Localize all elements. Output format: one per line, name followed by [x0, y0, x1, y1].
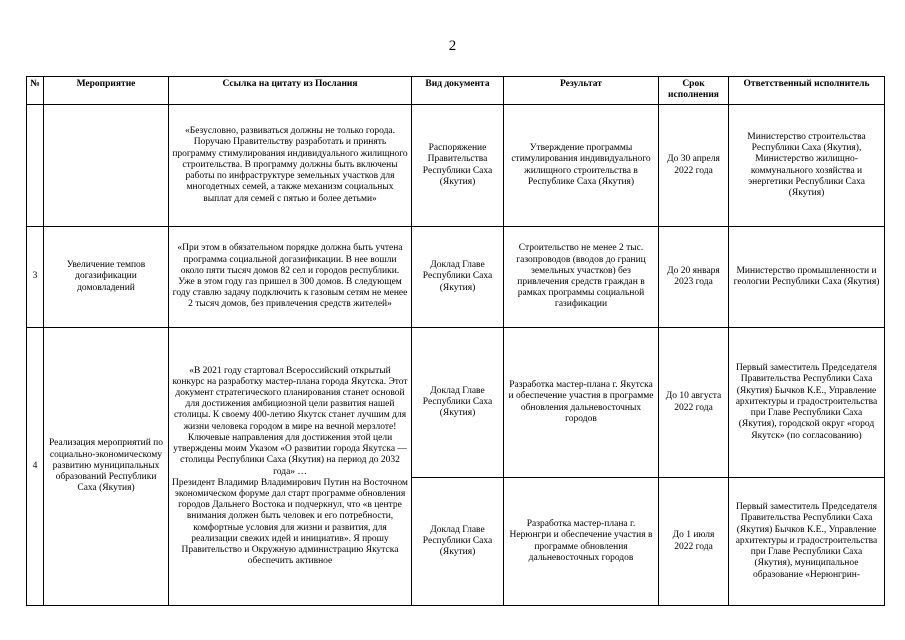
row-event: Увеличение темпов догазификации домовладений — [44, 227, 169, 328]
subrow-result: Разработка мастер-плана г. Якутска и обеспечение участия в программе обновления дальневосточных городов — [504, 328, 659, 478]
row-event: Реализация мероприятий по социально-экономическому развитию муниципальных образований Республики Саха (Якутия) — [44, 328, 169, 606]
subrow-doc-type: Доклад Главе Республики Саха (Якутия) — [412, 478, 504, 606]
column-header-responsible: Ответственный исполнитель — [729, 77, 885, 105]
table-header-row — [27, 77, 885, 105]
row-result: Строительство не менее 2 тыс. газопроводов (вводов до границ земельных участков) без привлечения средств граждан в рамках программы социальной газификации — [504, 227, 659, 328]
subrow-deadline: До 1 июля 2022 года — [659, 478, 729, 606]
row-number — [27, 105, 44, 227]
column-header-number: № — [27, 77, 44, 105]
row-quote: «Безусловно, развиваться должны не только города. Поручаю Правительству разработать и принять программу стимулирования индивидуального жилищного строительства. В программу должны быть включены работы по инфраструктуре земельных участков для многодетных семей, а также механизм социальных выплат для семей с пятью и более детьми» — [169, 105, 412, 227]
row-doc-type: Доклад Главе Республики Саха (Якутия) — [412, 227, 504, 328]
column-header-result: Результат — [504, 77, 659, 105]
row-number: 3 — [27, 227, 44, 328]
row-quote: «В 2021 году стартовал Всероссийский открытый конкурс на разработку мастер-плана города Якутска. Этот документ стратегического планирования станет основой для достижения амбициозной цели развития нашей столицы. К своему 400-летию Якутск станет лучшим для жизни человека городом в мире на вечной мерзлоте! Ключевые направления для достижения этой цели утверждены моим Указом «О развитии города Якутска — столицы Республики Саха (Якутия) на период до 2032 года» … — [172, 365, 408, 477]
row-quote: «При этом в обязательном порядке должна быть учтена программа социальной догазификации. В нее вошли около пяти тысяч домов 82 сел и городов республики. Уже в этом году газ пришел в 300 домов. В следующем году ставлю задачу подключить к газовым сетям не менее 2 тысяч домов, без привлечения средств жителей» — [169, 227, 412, 328]
row-result: Утверждение программы стимулирования индивидуального жилищного строительства в Республике Саха (Якутия) — [504, 105, 659, 227]
row-responsible: Министерство строительства Республики Саха (Якутия), Министерство жилищно-коммунального хозяйства и энергетики Республики Саха (Якутия) — [729, 105, 885, 227]
column-header-event: Мероприятие — [44, 77, 169, 105]
subrow-deadline: До 10 августа 2022 года — [659, 328, 729, 478]
table-row — [27, 227, 885, 328]
subrow-doc-type: Доклад Главе Республики Саха (Якутия) — [412, 328, 504, 478]
table-row — [27, 328, 885, 478]
row-quote-continued: Президент Владимир Владимирович Путин на Восточном экономическом форуме дал старт программе обновления городов Дальнего Востока и подчеркнул, что «в центре внимания должен быть человек и его потребности, комфортные условия для жизни и развития, для реализации свежих идей и инициатив». Я прошу Правительство и Окружную администрацию Якутска обеспечить активное — [172, 477, 408, 567]
row-number: 4 — [27, 328, 44, 606]
subrow-responsible: Первый заместитель Председателя Правительства Республики Саха (Якутия) Бычков К.Е., Управление архитектуры и градостроительства при Главе Республики Саха (Якутия), городской округ «город Якутск» (по согласованию) — [729, 328, 885, 478]
row-responsible: Министерство промышленности и геологии Республики Саха (Якутия) — [729, 227, 885, 328]
column-header-doc-type: Вид документа — [412, 77, 504, 105]
row-event — [44, 105, 169, 227]
column-header-deadline: Срок исполнения — [659, 77, 729, 105]
subrow-responsible: Первый заместитель Председателя Правительства Республики Саха (Якутия) Бычков К.Е., Управление архитектуры и градостроительства при Главе Республики Саха (Якутия), муниципальное образование «Нерюнгрин- — [729, 478, 885, 606]
row-quote-cell — [169, 328, 412, 606]
column-header-quote: Ссылка на цитату из Послания — [169, 77, 412, 105]
subrow-result: Разработка мастер-плана г. Нерюнгри и обеспечение участия в программе обновления дальневосточных городов — [504, 478, 659, 606]
action-plan-table — [26, 76, 885, 606]
row-doc-type: Распоряжение Правительства Республики Саха (Якутия) — [412, 105, 504, 227]
table-row — [27, 105, 885, 227]
row-deadline: До 30 апреля 2022 года — [659, 105, 729, 227]
page-number: 2 — [448, 38, 457, 54]
row-deadline: До 20 января 2023 года — [659, 227, 729, 328]
